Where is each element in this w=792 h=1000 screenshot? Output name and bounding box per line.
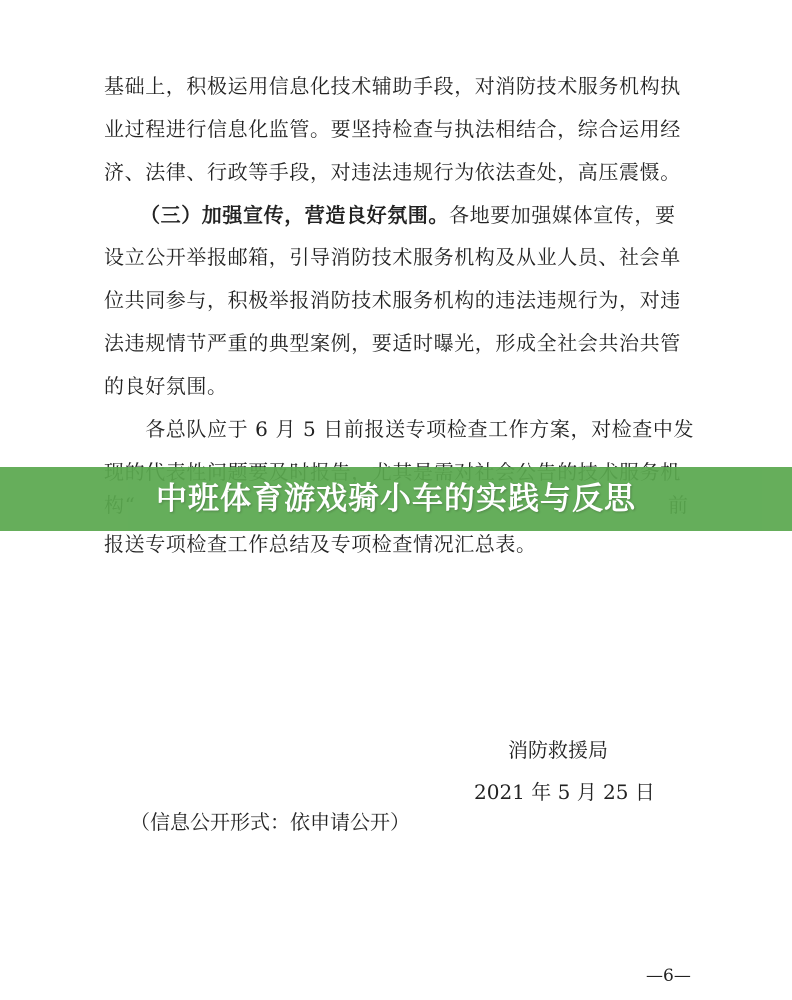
section3-line-2: 设立公开举报邮箱，引导消防技术服务机构及从业人员、社会单 bbox=[104, 245, 681, 269]
section3-first-rest: 各地要加强媒体宣传，要 bbox=[449, 203, 676, 227]
closing-line-1: 各总队应于 6 月 5 日前报送专项检查工作方案，对检查中发 bbox=[104, 417, 695, 441]
section3-line-4: 法违规情节严重的典型案例，要适时曝光，形成全社会共治共管 bbox=[104, 331, 681, 355]
signature-organization: 消防救援局 bbox=[508, 738, 608, 762]
banner-title: 中班体育游戏骑小车的实践与反思 bbox=[156, 481, 636, 517]
title-banner bbox=[0, 467, 792, 531]
signature-date: 2021 年 5 月 25 日 bbox=[474, 780, 655, 804]
disclosure-note: （信息公开形式：依申请公开） bbox=[130, 810, 410, 834]
section3-line-5: 的良好氛围。 bbox=[104, 374, 228, 398]
section3-heading: （三）加强宣传，营造良好氛围。 bbox=[140, 203, 449, 227]
page-number: —6— bbox=[646, 966, 691, 986]
section3-first-line bbox=[140, 203, 676, 227]
body-line-2: 业过程进行信息化监管。要坚持检查与执法相结合，综合运用经 bbox=[104, 117, 681, 141]
body-line-3: 济、法律、行政等手段，对违法违规行为依法查处，高压震慑。 bbox=[104, 160, 681, 184]
body-line-1: 基础上，积极运用信息化技术辅助手段，对消防技术服务机构执 bbox=[104, 74, 681, 98]
closing-line-4: 报送专项检查工作总结及专项检查情况汇总表。 bbox=[104, 532, 537, 556]
section3-line-3: 位共同参与，积极举报消防技术服务机构的违法违规行为，对违 bbox=[104, 288, 681, 312]
